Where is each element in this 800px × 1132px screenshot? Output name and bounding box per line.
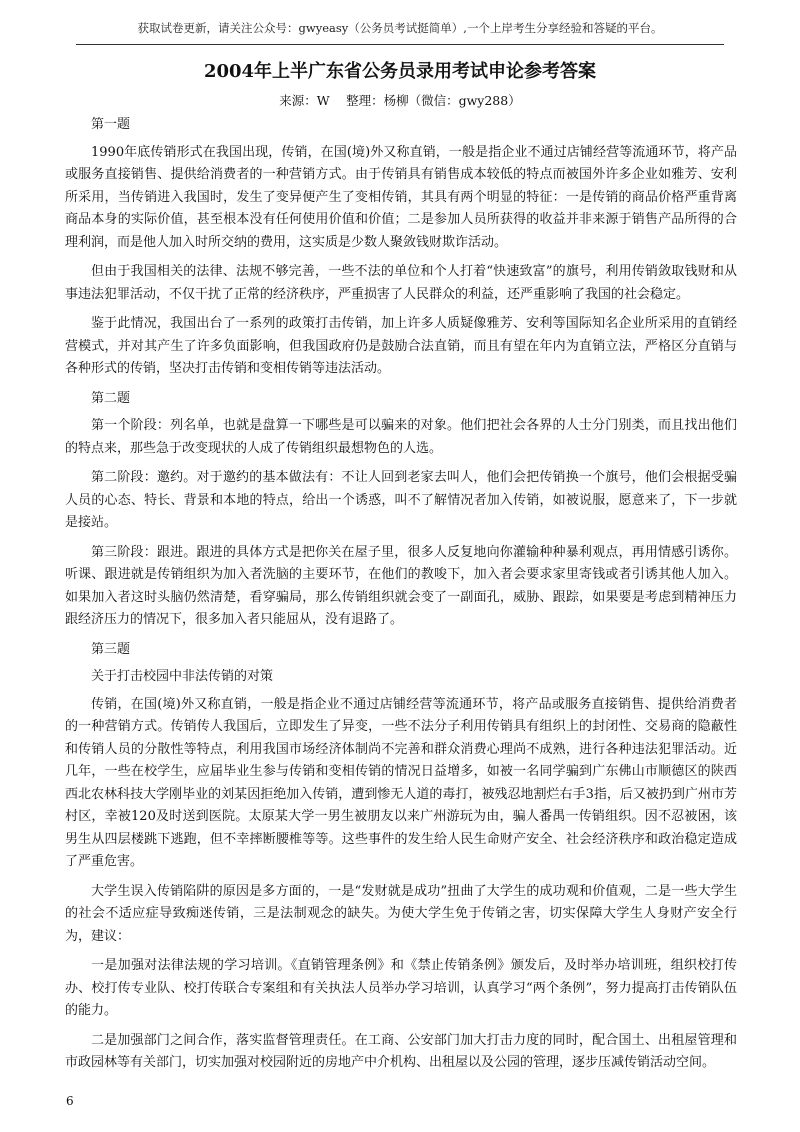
paragraph: 第一个阶段：列名单，也就是盘算一下哪些是可以骗来的对象。他们把社会各界的人士分门别类，而且找出他们的特点来，那些急于改变现状的人成了传销组织最想物色的人选。 <box>65 418 737 456</box>
paragraph: 传销，在国(境)外又称直销，一般是指企业不通过店铺经营等流通环节，将产品或服务直接销售、提供给消费者的一种营销方式。传销传人我国后，立即发生了异变，一些不法分子利用传销具有组织上的封闭性、交易商的隐蔽性和传销人员的分散性等特点，利用我国市场经济体制尚不完善和群众消费心理尚不成熟，进行各种违法犯罪活动。近几年，一些在校学生，应届毕业生参与传销和变相传销的情况日益增多，如被一名同学骗到广东佛山市顺德区的陕西西北农林科技大学刚毕业的刘某因拒绝加入传销，遭到惨无人道的毒打，被残忍地割烂右手3指，后又被扔到广州市芳村区，幸被120及时送到医院。太原某大学一男生被朋友以来广州游玩为由，骗人番禺一传销组织。因不忍被困，该男生从四层楼跳下逃跑，但不幸摔断腰椎等等。这些事件的发生给人民生命财产安全、社会经济秩序和政治稳定造成了严重危害。 <box>65 696 737 869</box>
section-heading-q3: 第三题 <box>91 641 131 657</box>
section-heading-q2: 第二题 <box>91 390 131 406</box>
source-line: 来源：W 整理：杨柳（微信：gwy288） <box>279 93 521 108</box>
paragraph: 1990年底传销形式在我国出现，传销，在国(境)外又称直销，一般是指企业不通过店铺经营等流通环节，将产品或服务直接销售、提供给消费者的一种营销方式。由于传销具有销售成本较低的特点而被国外许多企业如雅芳、安利所采用，当传销进入我国时，发生了变异便产生了变相传销，其具有两个明显的特征：一是传销的商品价格严重背离商品本身的实际价值，甚至根本没有任何使用价值和价值；二是参加人员所获得的收益并非来源于销售产品所得的合理利润，而是他人加入时所交纳的费用，这实质是少数人聚敛钱财欺诈活动。 <box>65 144 737 250</box>
document-body <box>65 114 737 1082</box>
paragraph: 第三阶段：跟进。跟进的具体方式是把你关在屋子里，很多人反复地向你灌输种种暴利观点，再用情感引诱你。听课、跟进就是传销组织为加入者洗脑的主要环节，在他们的教唆下，加入者会要求家里寄钱或者引诱其他人加入。如果加入者这时头脑仍然清楚，看穿骗局，那么传销组织就会变了一副面孔，威胁、跟踪，如果要是考虑到精神压力跟经济压力的情况下，很多加入者只能屈从，没有退路了。 <box>65 544 737 627</box>
paragraph: 鉴于此情况，我国出台了一系列的政策打击传销，加上许多人质疑像雅芳、安利等国际知名企业所采用的直销经营模式，并对其产生了许多负面影响，但我国政府仍是鼓励合法直销，而且有望在年内为直销立法，严格区分直销与各种形式的传销，坚决打击传销和变相传销等违法活动。 <box>65 316 737 376</box>
paragraph: 二是加强部门之间合作，落实监督管理责任。在工商、公安部门加大打击力度的同时，配合国土、出租屋管理和市政园林等有关部门，切实加强对校园附近的房地产中介机构、出租屋以及公园的管理，逐步压减传销活动空间。 <box>65 1032 737 1070</box>
page-number: 6 <box>66 1094 74 1108</box>
paragraph: 但由于我国相关的法律、法规不够完善，一些不法的单位和个人打着“快速致富”的旗号，利用传销敛取钱财和从事违法犯罪活动，不仅干扰了正常的经济秩序，严重损害了人民群众的利益，还严重影响了我国的社会稳定。 <box>65 264 737 302</box>
section-heading-q1: 第一题 <box>91 117 131 132</box>
paragraph: 第二阶段：邀约。对于邀约的基本做法有：不让人回到老家去叫人，他们会把传销换一个旗号，他们会根据受骗人员的心态、特长、背景和本地的特点，给出一个诱惑，叫不了解情况者加入传销，如被说服，愿意来了，下一步就是接站。 <box>65 470 737 530</box>
paragraph: 一是加强对法律法规的学习培训。《直销管理条例》和《禁止传销条例》颁发后，及时举办培训班，组织校打传办、校打传专业队、校打传联合专案组和有关执法人员举办学习培训，认真学习“两个条例”，努力提高打击传销队伍的能力。 <box>65 958 737 1018</box>
header-divider <box>76 44 724 45</box>
page-title: 2004年上半广东省公务员录用考试申论参考答案 <box>203 61 597 82</box>
paragraph: 大学生误入传销陷阱的原因是多方面的，一是“发财就是成功”扭曲了大学生的成功观和价值观，二是一些大学生的社会不适应症导致痴迷传销，三是法制观念的缺失。为使大学生免于传销之害，切实保障大学生人身财产安全行为，建议： <box>65 883 737 944</box>
header-notice: 获取试卷更新，请关注公众号：gwyeasy（公务员考试挺简单）,一个上岸考生分享经验和答疑的平台。 <box>137 21 663 35</box>
essay-title: 关于打击校园中非法传销的对策 <box>91 669 274 684</box>
